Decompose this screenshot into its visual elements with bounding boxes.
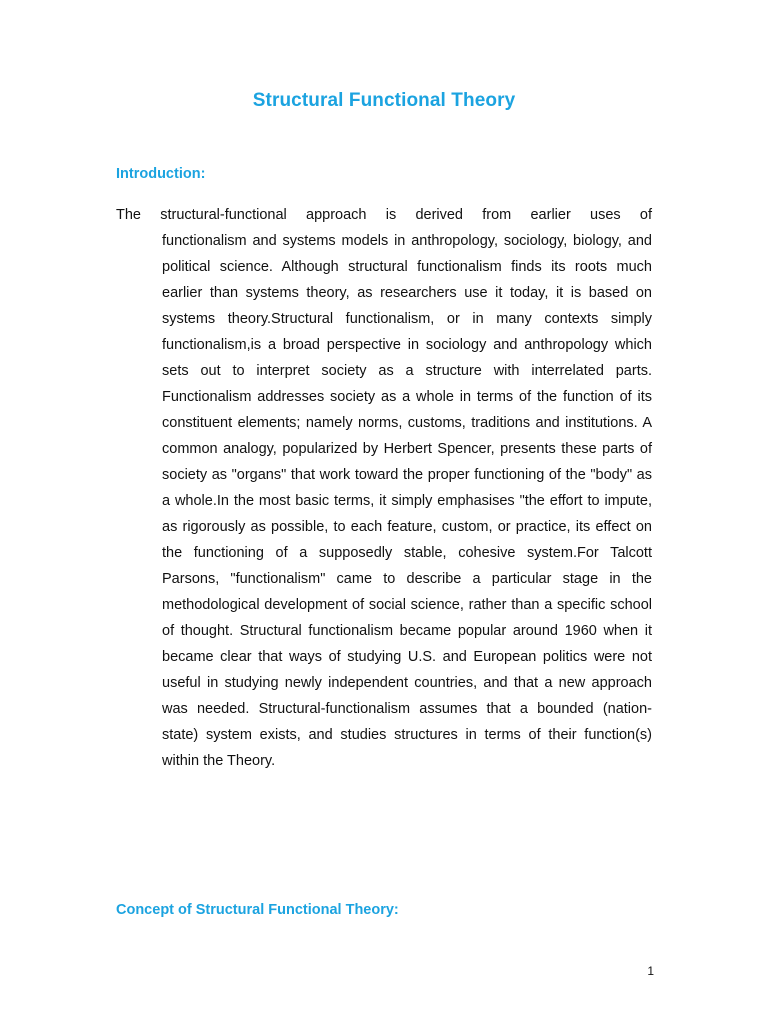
document-title: Structural Functional Theory: [252, 90, 516, 111]
page-number: 1: [647, 964, 654, 978]
section-heading-concept: Concept of Structural Functional Theory:: [116, 902, 399, 918]
introduction-paragraph-first-line: The structural-functional approach is derived from earlier uses of: [116, 207, 652, 223]
section-heading-introduction: Introduction:: [116, 166, 206, 182]
introduction-paragraph-body: functionalism and systems models in anthropology, sociology, biology, and political science. Although structural functionalism finds its roots much earlier than systems theory, as researchers use it today, it is based on systems theory.Structural functionalism, or in many contexts simply functionalism,is a broad perspective in sociology and anthropology which sets out to interpret society as a structure with interrelated parts. Functionalism addresses society as a whole in terms of the function of its constituent elements; namely norms, customs, traditions and institutions. A common analogy, popularized by Herbert Spencer, presents these parts of society as "organs" that work toward the proper functioning of the "body" as a whole.In the most basic terms, it simply emphasises "the effort to impute, as rigorously as possible, to each feature, custom, or practice, its effect on the functioning of a supposedly stable, cohesive system.For Talcott Parsons, "functionalism" came to describe a particular stage in the methodological development of social science, rather than a specific school of thought. Structural functionalism became popular around 1960 when it became clear that ways of studying U.S. and European politics were not useful in studying newly independent countries, and that a new approach was needed. Structural-functionalism assumes that a bounded (nation-state) system exists, and studies structures in terms of their function(s) within the Theory.: [162, 233, 652, 769]
